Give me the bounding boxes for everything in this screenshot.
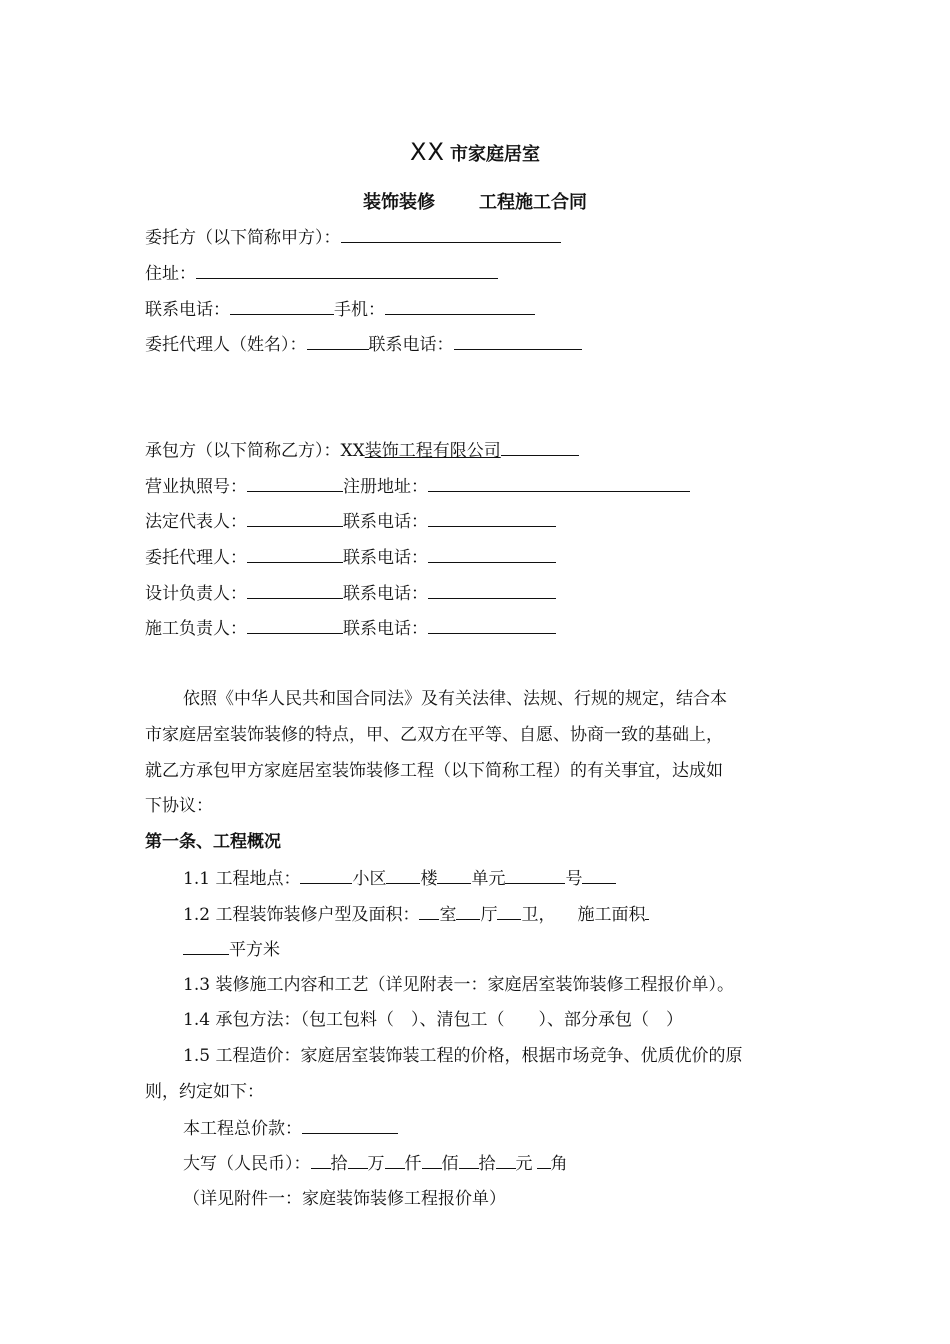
party-a-address-line <box>145 262 498 285</box>
license-label: 营业执照号： <box>145 477 247 497</box>
unit-text: 单元 <box>471 869 506 889</box>
phone-label: 联系电话： <box>343 548 428 568</box>
area-text: 施工面积 <box>577 905 646 925</box>
article-1-heading: 第一条、工程概况 <box>145 832 281 852</box>
fill-blank[interactable] <box>454 333 582 350</box>
unit-shi: 拾 <box>330 1154 348 1174</box>
unit-jiao: 角 <box>550 1154 568 1174</box>
fill-blank[interactable] <box>385 298 535 315</box>
fill-blank[interactable] <box>428 617 556 634</box>
clause-1-5-line-1: 1.5 工程造价：家庭居室装饰装工程的价格，根据市场竞争、优质优价的原 <box>183 1046 743 1066</box>
party-a-agent-phone-label: 联系电话： <box>368 335 454 355</box>
title-city: XX <box>410 138 445 166</box>
unit-yuan: 元 <box>515 1154 533 1174</box>
capital-amount-line <box>183 1152 568 1175</box>
fill-blank[interactable] <box>419 903 439 920</box>
fill-blank[interactable] <box>385 1152 405 1169</box>
fill-blank[interactable] <box>196 262 498 279</box>
party-a-phone-label: 联系电话： <box>145 300 230 320</box>
fill-blank[interactable] <box>247 510 343 527</box>
contractor-company-name: 装饰工程有限公司 <box>364 441 501 461</box>
phone-label: 联系电话： <box>343 619 428 639</box>
clause-1-1 <box>183 867 616 890</box>
party-a-agent-line <box>145 333 582 356</box>
agent-label: 委托代理人： <box>145 548 247 568</box>
party-a-address-label: 住址： <box>145 264 196 284</box>
fill-blank[interactable] <box>300 867 352 884</box>
fill-blank[interactable] <box>437 867 471 884</box>
fill-blank[interactable] <box>428 510 556 527</box>
fill-blank[interactable] <box>422 1152 442 1169</box>
party-a-mobile-label: 手机： <box>334 300 385 320</box>
intro-line-3: 就乙方承包甲方家庭居室装饰装修工程（以下简称工程）的有关事宜，达成如 <box>145 761 723 781</box>
fill-blank[interactable] <box>428 582 556 599</box>
party-a-client-label: 委托方（以下简称甲方）： <box>145 228 341 248</box>
fill-blank[interactable] <box>341 226 561 243</box>
total-price-label: 本工程总价款： <box>183 1119 302 1139</box>
fill-blank[interactable] <box>247 582 343 599</box>
party-b-agent-line <box>145 546 556 569</box>
unit-shi-2: 拾 <box>478 1154 496 1174</box>
phone-label: 联系电话： <box>343 512 428 532</box>
party-b-contractor-label: 承包方（以下简称乙方）：XX <box>145 441 365 461</box>
clause-1-4: 1.4 承包方法：（包工包料（ ）、清包工（ ）、部分承包（ ） <box>183 1010 683 1030</box>
fill-blank[interactable] <box>311 1152 331 1169</box>
reg-address-label: 注册地址： <box>343 477 428 497</box>
design-lead-label: 设计负责人： <box>145 584 247 604</box>
fill-blank[interactable] <box>302 1117 398 1134</box>
fill-blank[interactable] <box>247 475 343 492</box>
fill-blank[interactable] <box>230 298 334 315</box>
fill-blank[interactable] <box>307 333 369 350</box>
fill-blank[interactable] <box>496 1152 516 1169</box>
intro-line-4: 下协议： <box>145 796 213 816</box>
title-main: 市家庭居室 <box>449 144 540 165</box>
total-price-line <box>183 1117 398 1140</box>
subtitle-left: 装饰装修 <box>363 192 435 213</box>
subtitle-right: 工程施工合同 <box>479 192 587 213</box>
party-b-legal-rep-line <box>145 510 556 533</box>
document-subtitle <box>0 188 950 214</box>
clause-1-2-cont <box>183 938 280 961</box>
room-text: 室 <box>439 905 457 925</box>
document-title <box>0 138 950 166</box>
area-unit: 平方米 <box>229 940 280 960</box>
fill-blank[interactable] <box>501 439 579 456</box>
unit-bai: 佰 <box>441 1154 459 1174</box>
party-a-client-line <box>145 226 561 249</box>
party-b-design-line <box>145 582 556 605</box>
party-b-license-line <box>145 475 690 498</box>
fill-blank[interactable] <box>428 546 556 563</box>
number-text: 号 <box>565 869 583 889</box>
construction-lead-label: 施工负责人： <box>145 619 247 639</box>
intro-line-1: 依照《中华人民共和国合同法》及有关法律、法规、行规的规定，结合本 <box>183 689 727 709</box>
clause-1-2 <box>183 903 649 926</box>
intro-line-2: 市家庭居室装饰装修的特点，甲、乙双方在平等、自愿、协商一致的基础上， <box>145 725 723 745</box>
capital-amount-label: 大写（人民币）： <box>183 1154 311 1174</box>
party-b-construction-line <box>145 617 556 640</box>
building-text: 楼 <box>420 869 438 889</box>
fill-blank[interactable] <box>348 1152 368 1169</box>
fill-blank[interactable] <box>386 867 420 884</box>
legal-rep-label: 法定代表人： <box>145 512 247 532</box>
fill-blank[interactable] <box>537 1152 551 1169</box>
fill-blank[interactable] <box>645 903 649 920</box>
fill-blank[interactable] <box>247 546 343 563</box>
fill-blank[interactable] <box>456 903 480 920</box>
fill-blank[interactable] <box>459 1152 479 1169</box>
appendix-note: （详见附件一：家庭装饰装修工程报价单） <box>183 1189 506 1209</box>
fill-blank[interactable] <box>505 867 565 884</box>
clause-1-3: 1.3 装修施工内容和工艺（详见附表一：家庭居室装饰装修工程报价单）。 <box>183 975 734 995</box>
hall-text: 厅 <box>480 905 498 925</box>
bath-text: 卫， <box>521 905 556 925</box>
fill-blank[interactable] <box>582 867 616 884</box>
clause-label: 1.1 工程地点： <box>183 869 301 889</box>
district-text: 小区 <box>352 869 387 889</box>
unit-wan: 万 <box>367 1154 385 1174</box>
party-a-phone-line <box>145 298 535 321</box>
phone-label: 联系电话： <box>343 584 428 604</box>
party-a-agent-label: 委托代理人（姓名）： <box>145 335 307 355</box>
fill-blank[interactable] <box>428 475 690 492</box>
fill-blank[interactable] <box>247 617 343 634</box>
clause-1-5-line-2: 则，约定如下： <box>145 1082 264 1102</box>
clause-label: 1.2 工程装饰装修户型及面积： <box>183 905 420 925</box>
unit-qian: 仟 <box>404 1154 422 1174</box>
party-b-contractor-line <box>145 439 579 462</box>
fill-blank[interactable] <box>497 903 521 920</box>
fill-blank[interactable] <box>183 938 229 955</box>
